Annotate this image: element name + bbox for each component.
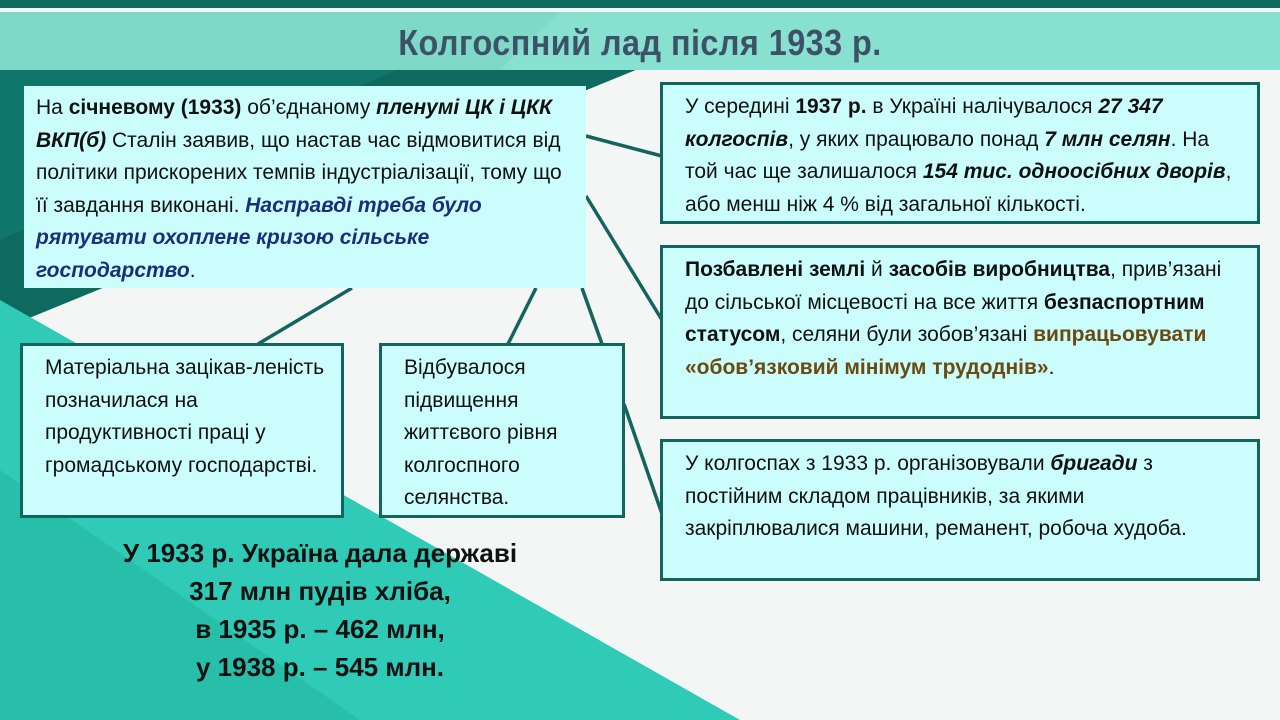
brigades-text: У колгоспах з 1933 р. організовували (685, 452, 1051, 475)
deprivation-text: , прив’язані до сільської місцевості на все життя (685, 258, 1222, 314)
farms-year: 1937 р. (795, 95, 867, 118)
farms-count: 27 347 колгоспів (685, 95, 1163, 151)
deprivation-box (660, 245, 1260, 419)
intro-bold-date: січневому (1933) (68, 96, 242, 119)
intro-text: На (36, 96, 69, 119)
intro-plenum: пленумі ЦК і ЦКК ВКП(б) (36, 96, 552, 152)
farms-individual: 154 тис. одноосібних дворів (922, 160, 1226, 183)
farms-text: У середині (685, 95, 796, 118)
brigades-box (660, 439, 1260, 581)
farms-peasants: 7 млн селян (1044, 127, 1171, 151)
intro-text: . (189, 258, 196, 282)
deprivation-text: й (865, 258, 889, 281)
intro-box (24, 86, 586, 288)
living-standard-text: Відбувалося підвищення життєвого рівня колгоспного селянства. (404, 356, 558, 509)
farms-text: в Україні налічувалося (866, 95, 1099, 118)
farms-text: . На той час ще залишалося (685, 127, 1210, 183)
grain-line: в 1935 р. – 462 млн, (195, 614, 445, 644)
deprivation-text: , селяни були зобов’язані (780, 323, 1034, 346)
deprivation-passport: безпаспортним статусом (685, 290, 1205, 346)
brigades-text: з постійним складом працівників, за якими закріплювалися машини, реманент, робоча худоба. (685, 452, 1187, 540)
material-interest-box (20, 343, 344, 518)
collective-farms-box (660, 82, 1260, 224)
deprivation-workdays: випрацьовувати «обов’язковий мінімум трудоднів» (685, 323, 1207, 379)
material-interest-text: Матеріальна зацікав-леність позначилася на продуктивності праці у громадському господарстві. (45, 356, 325, 477)
deprivation-text: . (1048, 355, 1055, 379)
living-standard-box (379, 343, 625, 518)
intro-text: Сталін заявив, що настав час відмовитися від політики прискорених темпів індустріалізації, тому що її завдання виконані. (36, 128, 562, 217)
page-title: Колгоспний лад після 1933 р. (398, 22, 882, 63)
intro-highlight: Насправді треба було рятувати охоплене кризою сільське господарство (36, 193, 482, 282)
grain-line: у 1938 р. – 545 млн. (195, 652, 445, 682)
farms-text: , у яких працювало понад (788, 127, 1045, 151)
farms-text: , або менш ніж 4 % від загальної кількості. (685, 160, 1232, 216)
grain-line: 317 млн пудів хліба, (189, 576, 451, 606)
grain-line: У 1933 р. Україна дала державі (122, 538, 518, 568)
grain-statistic (80, 534, 560, 686)
deprivation-means: засобів виробництва (888, 258, 1111, 281)
deprivation-land: Позбавлені землі (685, 258, 866, 281)
brigades-term: бригади (1050, 452, 1138, 475)
intro-text: об’єднаному (241, 96, 377, 119)
